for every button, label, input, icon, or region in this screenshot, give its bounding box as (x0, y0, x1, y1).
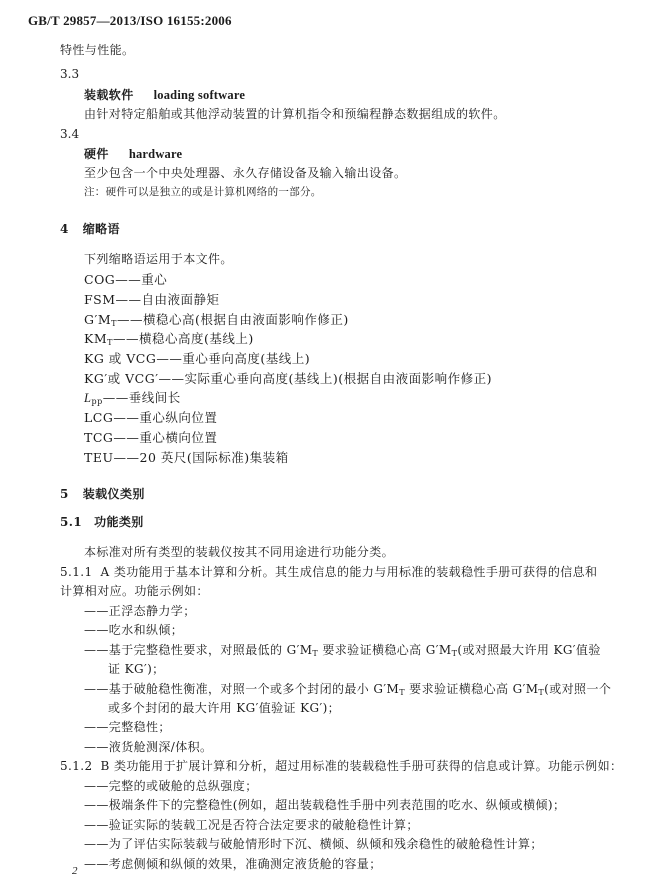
clause-5-1-1-line2: 计算相对应。功能示例如： (60, 584, 209, 598)
list-item: ——验证实际的装载工况是否符合法定要求的破舱稳性计算； (84, 818, 419, 832)
list-item: ——完整稳性； (84, 720, 171, 734)
clause-3-4-definition: 至少包含一个中央处理器、永久存储设备及输入输出设备。 (84, 166, 407, 180)
clause-3-3-definition: 由针对特定船舶或其他浮动装置的计算机指令和预编程静态数据组成的软件。 (84, 107, 506, 121)
term-zh: 装载软件 (84, 88, 134, 102)
abbr-lcg: LCG——重心纵向位置 (84, 410, 218, 425)
list-item: ——正浮态静力学； (84, 604, 196, 618)
list-item-text: (或对照一个 (544, 682, 612, 696)
abbr-fsm: FSM——自由液面静矩 (84, 292, 220, 307)
page-number: 2 (72, 865, 78, 877)
list-item (84, 683, 611, 695)
clause-5-1-2-line1 (60, 760, 622, 772)
section-number: 4 (60, 222, 69, 236)
clause-number: 5.1.1 (60, 565, 93, 579)
abbr-kmt (84, 333, 254, 346)
clause-5-1-heading (60, 516, 144, 528)
term-zh: 硬件 (84, 147, 109, 161)
abbr-kmt-definition: ——横稳心高度(基线上) (112, 331, 254, 346)
subscript: T (312, 649, 319, 658)
list-item: ——考虑侧倾和纵倾的效果，准确测定液货舱的容量； (84, 857, 382, 871)
list-item-continuation: 证 KG′)； (108, 662, 165, 676)
abbr-lpp (84, 392, 181, 405)
clause-5-1-1-line1 (60, 566, 597, 578)
abbr-kmt-term: KM (84, 331, 108, 346)
subscript: T (399, 688, 405, 697)
term-en: hardware (128, 147, 183, 161)
abbr-kg-prime: KG′或 VCG′——实际重心垂向高度(基线上)(根据自由液面影响作修正) (84, 371, 493, 386)
standard-header: GB/T 29857—2013/ISO 16155:2006 (28, 13, 232, 28)
clause-3-4-term (84, 148, 182, 161)
continuation-text: 特性与性能。 (60, 43, 135, 57)
abbr-gmt-term: G′M (84, 312, 112, 327)
clause-3-4-note: 注：硬件可以是独立的或是计算机网络的一部分。 (84, 186, 322, 198)
list-item-continuation: 或多个封闭的最大许用 KG′值验证 KG′)； (108, 701, 341, 715)
abbr-gmt (84, 314, 349, 327)
abbr-lpp-definition: ——垂线间长 (102, 390, 181, 405)
clause-5-1-intro: 本标准对所有类型的装载仪按其不同用途进行功能分类。 (84, 545, 395, 559)
clause-3-3-number: 3.3 (60, 67, 80, 81)
list-item-text: ——基于完整稳性要求，对照最低的 G′M (84, 643, 313, 657)
section-title: 装载仪类别 (82, 487, 145, 501)
abbr-cog: COG——重心 (84, 272, 168, 287)
list-item-text: ——基于破舱稳性衡准，对照一个或多个封闭的最小 G′M (84, 682, 400, 696)
list-item: ——吃水和纵倾； (84, 623, 184, 637)
subscript: T (538, 688, 545, 697)
term-en: loading software (153, 88, 246, 102)
abbr-tcg: TCG——重心横向位置 (84, 430, 218, 445)
list-item-text: (或对照最大许用 KG′值验 (457, 643, 601, 657)
section-number: 5 (60, 487, 69, 501)
clause-3-4-number: 3.4 (60, 127, 80, 141)
subscript: pp (91, 397, 103, 406)
section-5-heading (60, 488, 145, 500)
abbr-gmt-definition: ——横稳心高(根据自由液面影响作修正) (116, 312, 349, 327)
list-item: ——为了评估实际装载与破舱情形时下沉、横倾、纵倾和残余稳性的破舱稳性计算； (84, 837, 543, 851)
list-item-text: 要求验证横稳心高 G′M (318, 643, 452, 657)
section-4-intro: 下列缩略语运用于本文件。 (84, 252, 233, 266)
abbr-lpp-term: L (84, 391, 92, 405)
clause-number: 5.1.2 (60, 759, 93, 773)
abbr-kg: KG 或 VCG——重心垂向高度(基线上) (84, 351, 311, 366)
clause-number: 5.1 (60, 515, 83, 529)
subscript: T (451, 649, 458, 658)
list-item (84, 644, 601, 656)
list-item: ——液货舱测深/体积。 (84, 740, 213, 754)
abbr-teu: TEU——20 英尺(国际标准)集装箱 (84, 450, 289, 465)
list-item-text: 要求验证横稳心高 G′M (404, 682, 539, 696)
clause-text: A 类功能用于基本计算和分析。其生成信息的能力与用标准的装载稳性手册可获得的信息和 (100, 565, 598, 579)
section-4-heading (60, 223, 120, 235)
clause-text: B 类功能用于扩展计算和分析，超过用标准的装载稳性手册可获得的信息或计算。功能示例如： (100, 759, 623, 773)
list-item: ——极端条件下的完整稳性(例如，超出装载稳性手册中列表范围的吃水、纵倾或横倾)； (84, 798, 566, 812)
clause-title: 功能类别 (94, 515, 144, 529)
clause-3-3-term (84, 89, 245, 102)
subscript: T (107, 338, 113, 347)
list-item: ——完整的或破舱的总纵强度； (84, 779, 258, 793)
subscript: T (111, 319, 117, 328)
section-title: 缩略语 (82, 222, 120, 236)
